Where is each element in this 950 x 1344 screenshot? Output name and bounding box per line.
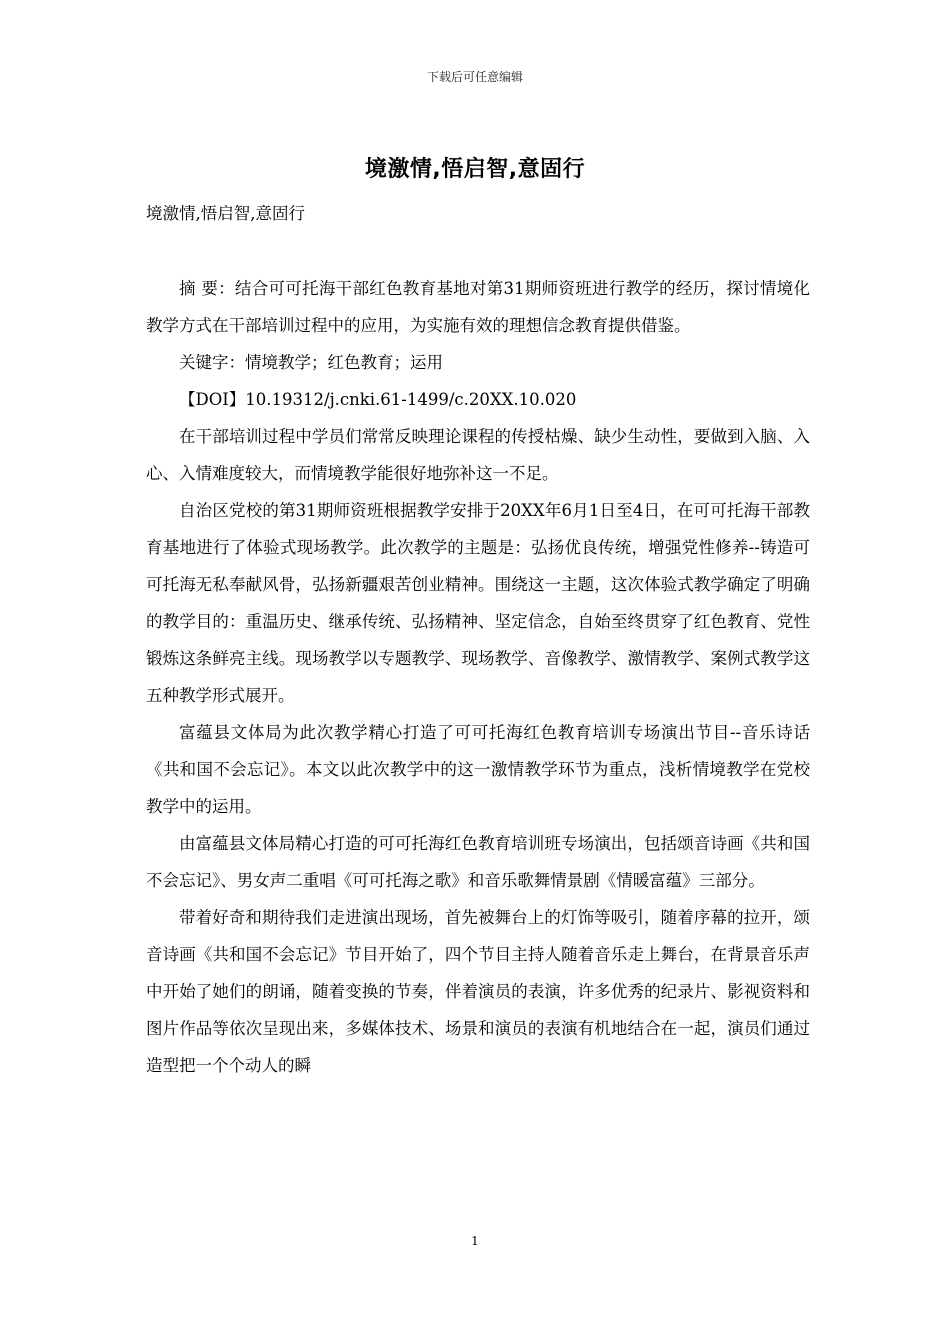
body-paragraph: 带着好奇和期待我们走进演出现场，首先被舞台上的灯饰等吸引，随着序幕的拉开，颂音诗画《共和国不会忘记》节目开始了，四个节目主持人随着音乐走上舞台，在背景音乐声中开始了她们的朗诵，随着变换的节奏，伴着演员的表演，许多优秀的纪录片、影视资料和图片作品等依次呈现出来，多媒体技术、场景和演员的表演有机地结合在一起，演员们通过造型把一个个动人的瞬 [146, 908, 810, 1075]
keywords-paragraph: 关键字：情境教学；红色教育；运用 [179, 353, 443, 372]
document-title: 境激情,悟启智,意固行 [364, 157, 586, 182]
abstract-paragraph: 摘 要：结合可可托海干部红色教育基地对第31期师资班进行教学的经历，探讨情境化教学方式在干部培训过程中的应用，为实施有效的理想信念教育提供借鉴。 [146, 279, 810, 335]
header-note: 下载后可任意编辑 [426, 70, 523, 84]
body-paragraph: 由富蕴县文体局精心打造的可可托海红色教育培训班专场演出，包括颂音诗画《共和国不会忘记》、男女声二重唱《可可托海之歌》和音乐歌舞情景剧《情暖富蕴》三部分。 [146, 834, 810, 890]
document-body [146, 270, 810, 1084]
body-paragraph: 在干部培训过程中学员们常常反映理论课程的传授枯燥、缺少生动性，要做到入脑、入心、入情难度较大，而情境教学能很好地弥补这一不足。 [146, 427, 810, 483]
doi-paragraph: 【DOI】10.19312/j.cnki.61-1499/c.20XX.10.020 [179, 390, 577, 409]
document-subtitle: 境激情,悟启智,意固行 [146, 204, 305, 223]
body-paragraph: 自治区党校的第31期师资班根据教学安排于20XX年6月1日至4日，在可可托海干部教育基地进行了体验式现场教学。此次教学的主题是：弘扬优良传统，增强党性修养--铸造可可托海无私奉献风骨，弘扬新疆艰苦创业精神。围绕这一主题，这次体验式教学确定了明确的教学目的：重温历史、继承传统、弘扬精神、坚定信念，自始至终贯穿了红色教育、党性锻炼这条鲜亮主线。现场教学以专题教学、现场教学、音像教学、激情教学、案例式教学这五种教学形式展开。 [146, 501, 810, 705]
page-number: 1 [471, 1234, 479, 1248]
body-paragraph: 富蕴县文体局为此次教学精心打造了可可托海红色教育培训专场演出节目--音乐诗话《共和国不会忘记》。本文以此次教学中的这一激情教学环节为重点，浅析情境教学在党校教学中的运用。 [146, 723, 810, 816]
